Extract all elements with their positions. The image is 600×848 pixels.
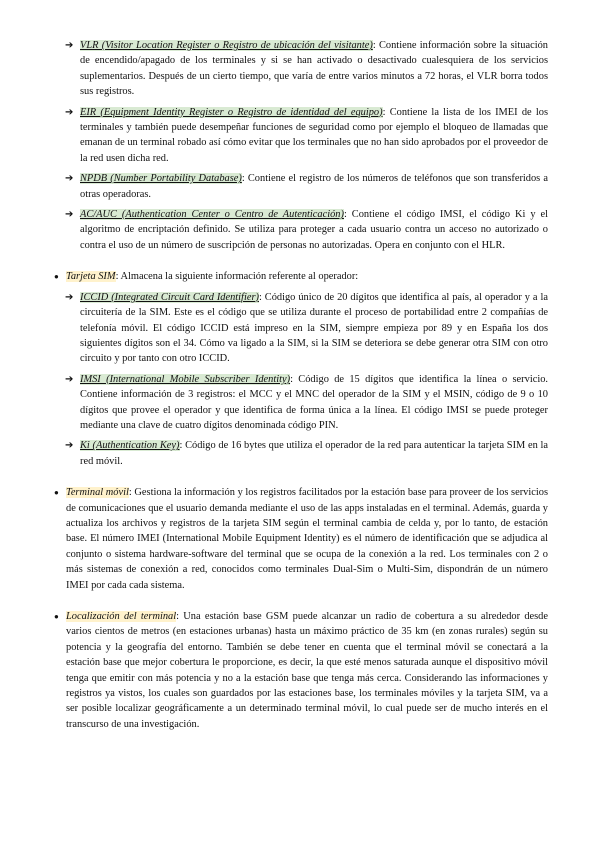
term-localizacion: Localización del terminal [66, 611, 177, 622]
description-localizacion: : Una estación base GSM puede alcanzar un radio de cobertura a su alrededor desde varios cientos de metros (en estaciones urbanas) hasta un máximo práctico de 35 km (en zonas rurales) según su potencia y la geografía del entorno. También se debe tener en cuenta que el terminal móvil se conectará a la estación base que mejor cobertura le proporcione, es decir, la que esté menos saturada aunque el dispositivo móvil tenga que emitir con más potencia y no a la estación base que tenga más cerca. Considerando las informaciones y registros ya vistos, los cuales son guardados por las estaciones base, los terminales móviles y la tarjeta SIM, va a ser posible localizar geográficamente a un determinado terminal móvil, lo cual puede ser de mucho interés en el transcurso de una investigación. [66, 611, 548, 730]
description-eir: : Contiene la lista de los IMEI de los terminales y también puede desempeñar funciones de seguridad como por ejemplo el bloqueo de llamadas que emanan de un terminal robado así cómo evitar que los terminales que no han sido aprobados por el proveedor de la red usen dicha red. [80, 106, 548, 164]
term-npdb: NPDB (Number Portability Database) [80, 173, 242, 185]
list-item-iccid [65, 290, 548, 367]
term-eir: EIR (Equipment Identity Register o Registro de identidad del equipo) [80, 106, 383, 118]
list-item-terminal-movil [54, 485, 548, 593]
term-iccid: ICCID (Integrated Circuit Card Identifier) [80, 291, 259, 303]
description-imsi: : Código de 15 dígitos que identifica la línea o servicio. Contiene información de 3 registros: el MCC y el MNC del operador de la SIM y el MSIN, código de 9 o 10 dígitos que provee el operador y que identifica de forma única a la línea. El código IMSI se puede proteger mediante una clave de cuatro dígitos denominada código PIN. [80, 373, 549, 431]
arrow-icon: ➔ [65, 440, 74, 452]
term-terminal-movil: Terminal móvil [66, 487, 129, 499]
list-item-ac-auc [65, 207, 548, 253]
term-ac-auc: AC/AUC (Authentication Center o Centro de Autenticación) [80, 209, 344, 221]
list-item-ki [65, 438, 548, 469]
arrow-icon: ➔ [65, 209, 74, 221]
list-item-imsi [65, 372, 549, 434]
arrow-icon: ➔ [65, 173, 74, 185]
description-terminal-movil: : Gestiona la información y los registros facilitados por la estación base para proveer de los servicios de comunicaciones que el usuario demanda mediante el uso de las apps instaladas en el terminal. Además, guarda y actualiza los archivos y registros de la tarjeta SIM según el terminal cambia de celda y, por lo tanto, de estación base. El número IMEI (International Mobile Equipment Identity) es el número de identificación que se adjudica al conjunto o sistema hardware-software del terminal que se ocupa de la conexión a la red. Los terminales con 2 o más sistemas de conexión a red, conocidos como terminales Dual-Sim o Multi-Sim, dispondrán de un número IMEI por cada cada sistema. [66, 487, 548, 591]
bullet-icon: ● [54, 272, 59, 282]
description-vlr: : Contiene información sobre la situación de encendido/apagado de los terminales y si se han activado o desactivado cualesquiera de los servicios suplementarios. Después de un cierto tiempo, que varía de entre varios minutos a 72 horas, el VLR borra todos sus registros. [80, 40, 548, 98]
term-vlr: VLR (Visitor Location Register o Registro de ubicación del visitante) [80, 40, 373, 51]
arrow-icon: ➔ [65, 373, 74, 385]
description-tarjeta-sim: : Almacena la siguiente información referente al operador: [115, 271, 359, 283]
list-item-eir [65, 105, 548, 167]
description-iccid: : Código único de 20 dígitos que identifica al país, al operador y a la circuitería de la SIM. Este es el código que se utiliza durante el proceso de portabilidad entre 2 compañías de telefonía móvil. El código ICCID está impreso en la SIM, siempre empieza por 89 y en España los dos siguientes dígitos son el 34. Cómo va ligado a la SIM, si la SIM se deteriora se debe generar otra SIM con otro circuito y por tanto con otro ICCID. [80, 291, 548, 365]
term-imsi: IMSI (International Mobile Subscriber Identity) [80, 373, 291, 385]
bullet-icon: ● [54, 612, 59, 621]
description-ki: : Código de 16 bytes que utiliza el operador de la red para autenticar la tarjeta SIM en la red móvil. [80, 440, 548, 467]
arrow-icon: ➔ [65, 106, 74, 118]
list-item-vlr [65, 38, 548, 100]
bullet-icon: ● [54, 488, 59, 498]
list-item-tarjeta-sim [54, 269, 548, 284]
arrow-icon: ➔ [65, 40, 74, 51]
term-ki: Ki (Authentication Key) [80, 440, 180, 452]
list-item-npdb [65, 171, 548, 202]
term-tarjeta-sim: Tarjeta SIM [66, 271, 116, 283]
description-npdb: : Contiene el registro de los números de teléfonos que son transferidos a otras operadoras. [80, 173, 548, 200]
description-ac-auc: : Contiene el código IMSI, el código Ki y el algoritmo de encriptación definido. Se utiliza para proteger a cada usuario contra un acceso no autorizado o contra el uso de un número de suscripción de personas no autorizadas. Opera en conjunto con el HLR. [80, 209, 548, 251]
arrow-icon: ➔ [65, 291, 74, 303]
list-item-localizacion [54, 609, 548, 732]
